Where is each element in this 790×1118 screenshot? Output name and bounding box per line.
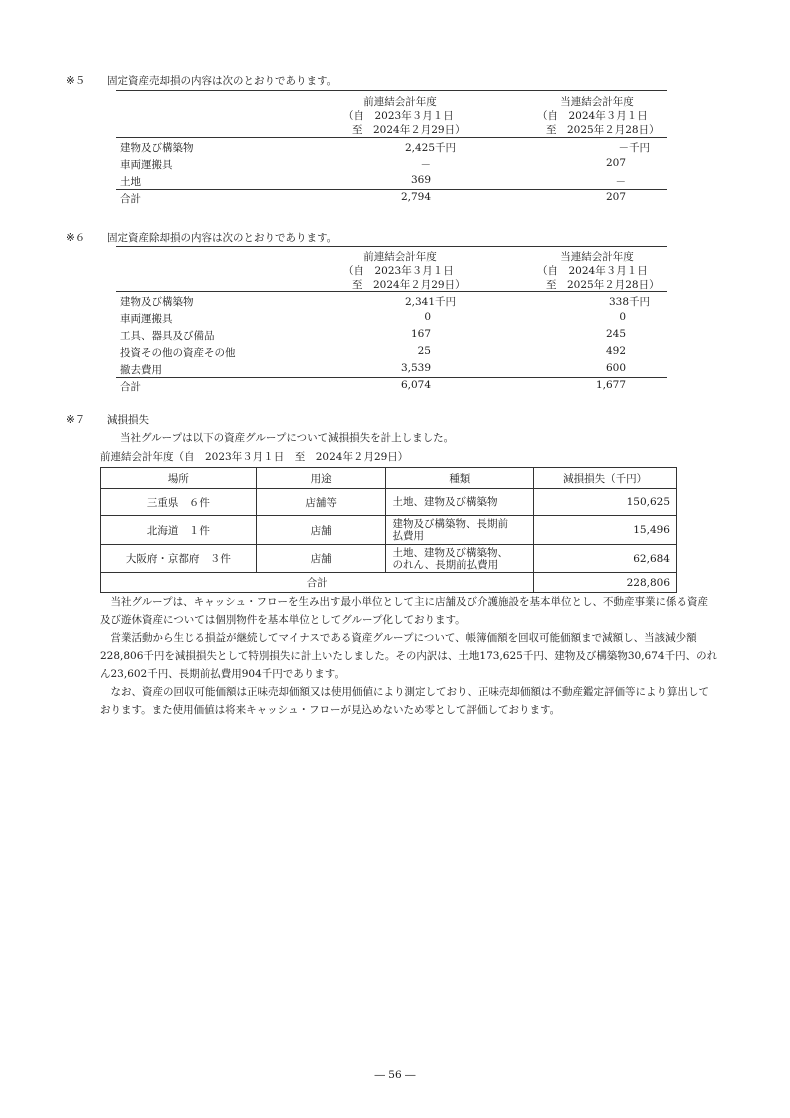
note5-curr-header: 当連結会計年度 [560, 96, 634, 108]
note6-prev-to: 至 2024年２月29日） [352, 279, 466, 291]
note5-prev-to: 至 2024年２月29日） [352, 124, 466, 136]
note5-row-label: 車両運搬具 [120, 159, 173, 171]
note7-paragraph: なお、資産の回収可能価額は正味売却価額又は使用価値により測定しており、正味売却価額は不動産鑑定評価等により算出しております。また使用価値は将来キャッシュ・フローが見込めないため零として評価しております。 [100, 686, 709, 716]
cell-type-line: 土地、建物及び構築物、 [392, 546, 508, 559]
note6-row-prev: 2,341千円 [404, 296, 456, 308]
note5-row-prev: － [420, 159, 431, 171]
cell-type-line: 建物及び構築物、長期前 [392, 518, 508, 530]
cell-use: 店舗等 [256, 489, 386, 516]
total-label: 合計 [101, 573, 534, 593]
cell-use: 店舗 [256, 545, 386, 573]
total-value: 228,806 [534, 573, 677, 593]
note6-mark: ※６ [66, 232, 86, 244]
cell-place: 大阪府・京都府 ３件 [101, 545, 257, 573]
header-type: 種類 [386, 468, 534, 489]
impairment-header-row [101, 468, 677, 489]
note6-row-label: 建物及び構築物 [120, 296, 194, 308]
note5-row-prev: 369 [410, 174, 431, 186]
page-number: ― 56 ― [374, 1069, 416, 1081]
note6-title: 固定資産除却損の内容は次のとおりであります。 [107, 232, 338, 244]
cell-type-line: のれん、長期前払費用 [392, 558, 499, 571]
note6-row-curr: 245 [605, 328, 626, 340]
header-loss: 減損損失（千円） [534, 468, 677, 489]
impairment-table [100, 467, 677, 593]
note5-header-rule [116, 137, 667, 138]
note5-row-curr: 207 [605, 157, 626, 169]
table-row [101, 489, 677, 516]
cell-place: 三重県 ６件 [101, 489, 257, 516]
note5-prev-from: （自 2023年３月１日 [343, 110, 454, 122]
note6-row-curr: 600 [605, 362, 626, 374]
note6-total-label: 合計 [120, 381, 141, 393]
note5-row-curr: － [615, 176, 626, 188]
note6-row-prev: 0 [424, 311, 431, 323]
note5-row-curr: －千円 [618, 142, 650, 154]
note6-header-rule [116, 291, 667, 292]
cell-use: 店舗 [256, 516, 386, 545]
note6-row-prev: 3,539 [400, 362, 431, 374]
note5-total-rule [116, 189, 667, 190]
cell-type-line: 払費用 [392, 530, 424, 542]
note5-title: 固定資産売却損の内容は次のとおりであります。 [107, 75, 338, 87]
note6-row-curr: 492 [605, 345, 626, 357]
header-use: 用途 [256, 468, 386, 489]
note5-row-label: 土地 [120, 176, 141, 188]
note6-row-curr: 338千円 [608, 296, 650, 308]
table-row [101, 516, 677, 545]
cell-loss: 15,496 [534, 516, 677, 545]
note7-intro: 当社グループは以下の資産グループについて減損損失を計上しました。 [120, 432, 455, 444]
note6-row-label: 撤去費用 [120, 364, 162, 376]
note6-prev-from: （自 2023年３月１日 [343, 265, 454, 277]
note7-mark: ※７ [66, 414, 86, 426]
note5-row-prev: 2,425千円 [404, 142, 456, 154]
cell-type [386, 545, 534, 573]
note5-prev-header: 前連結会計年度 [363, 96, 437, 108]
note6-total-rule [116, 377, 667, 378]
cell-place: 北海道 １件 [101, 516, 257, 545]
cell-type [386, 489, 534, 516]
note5-curr-to: 至 2025年２月28日） [546, 124, 660, 136]
cell-type-line: 土地、建物及び構築物 [392, 496, 498, 508]
note7-paragraph: 営業活動から生じる損益が継続してマイナスである資産グループについて、帳簿価額を回収可能価額まで減額し、当該減少額228,806千円を減損損失として特別損失に計上いたしました。その内訳は、土地173,625千円、建物及び構築物30,674千円、のれん23,602千円、長期前払費用904千円であります。 [100, 632, 718, 680]
note6-curr-header: 当連結会計年度 [560, 251, 634, 263]
note6-curr-from: （自 2024年３月１日 [537, 265, 648, 277]
note7-title: 減損損失 [107, 414, 149, 426]
note5-total-curr: 207 [605, 191, 626, 203]
note5-total-prev: 2,794 [400, 191, 431, 203]
cell-type [386, 516, 534, 545]
note6-curr-to: 至 2025年２月28日） [546, 279, 660, 291]
impairment-total-row [101, 573, 677, 593]
note5-mark: ※５ [66, 75, 86, 87]
note5-top-rule [116, 90, 667, 91]
note6-row-prev: 167 [410, 328, 431, 340]
note6-top-rule [116, 246, 667, 247]
note5-total-label: 合計 [120, 193, 141, 205]
cell-loss: 150,625 [534, 489, 677, 516]
note6-row-label: 車両運搬具 [120, 313, 173, 325]
note6-row-curr: 0 [619, 311, 626, 323]
note6-row-label: 投資その他の資産その他 [120, 347, 236, 359]
note6-total-curr: 1,677 [595, 379, 626, 391]
note6-prev-header: 前連結会計年度 [363, 251, 437, 263]
note6-total-prev: 6,074 [400, 379, 431, 391]
note7-period: 前連結会計年度（自 2023年３月１日 至 2024年２月29日） [100, 451, 409, 463]
note7-paragraph: 当社グループは、キャッシュ・フローを生み出す最小単位として主に店舗及び介護施設を基本単位とし、不動産事業に係る資産及び遊休資産については個別物件を基本単位としてグループ化しております。 [100, 596, 708, 626]
cell-loss: 62,684 [534, 545, 677, 573]
note6-row-label: 工具、器具及び備品 [120, 330, 215, 342]
note5-row-label: 建物及び構築物 [120, 142, 194, 154]
table-row [101, 545, 677, 573]
note5-curr-from: （自 2024年３月１日 [537, 110, 648, 122]
header-place: 場所 [101, 468, 257, 489]
note6-row-prev: 25 [417, 345, 431, 357]
